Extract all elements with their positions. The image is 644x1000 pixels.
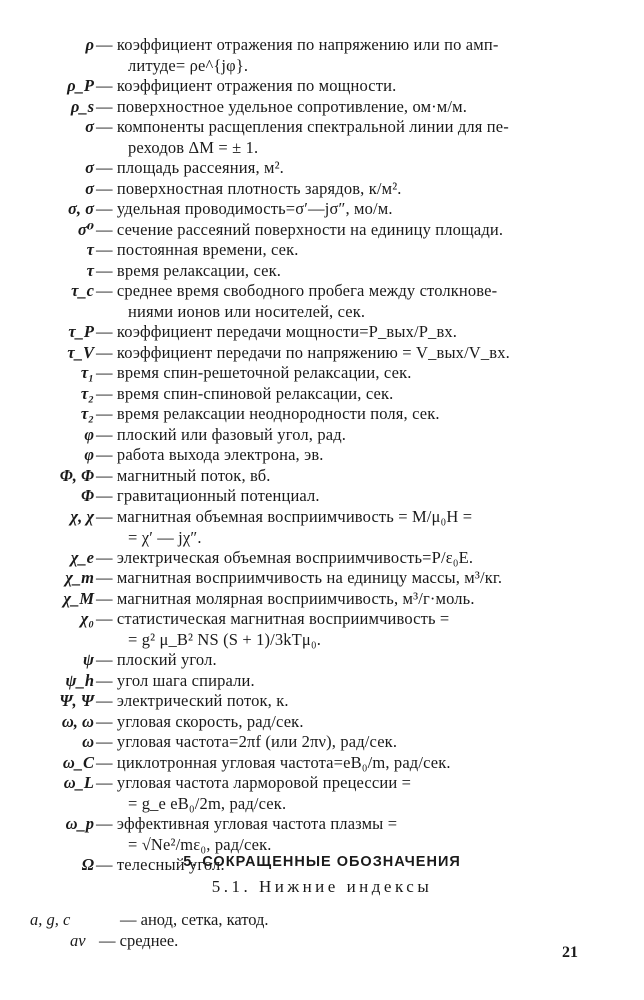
glossary-definition-continued: = √Ne²/mε₀, рад/сек. — [128, 835, 272, 854]
glossary-definition: — угловая скорость, рад/сек. — [96, 711, 304, 731]
glossary-entry — [0, 321, 644, 342]
glossary-entry — [0, 260, 644, 281]
glossary-definition: — телесный угол. — [96, 855, 225, 874]
glossary-symbol: ω_p — [65, 814, 94, 833]
glossary-definition: — коэффициент передачи по напряжению = V_вых/V_вх. — [96, 342, 510, 362]
glossary-symbol: σ — [85, 117, 94, 136]
glossary-definition: — гравитационный потенциал. — [96, 486, 320, 505]
glossary-symbol: τ_c — [71, 281, 94, 300]
glossary-symbol: ω_L — [63, 773, 94, 792]
glossary-definition: — коэффициент отражения по напряжению или по амп- — [96, 35, 499, 54]
glossary-entry — [0, 567, 644, 588]
glossary-definition: — плоский или фазовый угол, рад. — [96, 424, 347, 444]
glossary-symbol: χ_m — [65, 568, 94, 587]
glossary-definition: — коэффициент отражения по мощности. — [96, 76, 397, 95]
glossary-definition: — работа выхода электрона, эв. — [96, 445, 324, 464]
glossary-definition: — плоский угол. — [96, 650, 217, 669]
glossary-definition: — угловая частота ларморовой прецессии = — [96, 773, 412, 792]
glossary-definition: — коэффициент передачи мощности=P_вых/P_вх. — [96, 322, 458, 341]
glossary-entry — [0, 506, 644, 548]
glossary-symbol: Ω — [81, 855, 94, 874]
glossary-definition: — магнитный поток, вб. — [96, 465, 271, 485]
glossary-definition: — время релаксации, сек. — [96, 260, 282, 280]
glossary-entry — [0, 608, 644, 650]
glossary-symbol: χ_e — [70, 547, 94, 567]
glossary-definition-continued: реходов ΔM = ± 1. — [128, 138, 259, 157]
glossary-definition: — циклотронная угловая частота=eB₀/m, рад/сек. — [96, 752, 451, 772]
glossary-entry — [0, 547, 644, 568]
glossary-definition-continued: = g² μ_B² NS (S + 1)/3kTμ₀. — [128, 630, 322, 649]
glossary-entry — [0, 383, 644, 404]
glossary-definition: — статистическая магнитная восприимчивость = — [96, 609, 450, 628]
glossary-entry — [0, 731, 644, 752]
glossary-symbol: ω_C — [62, 752, 94, 772]
glossary-symbol: σ — [85, 158, 94, 177]
glossary-definition-continued: литуде= ρe^{jφ}. — [128, 56, 249, 75]
subsection-heading: 5.1. Нижние индексы — [211, 877, 433, 896]
glossary-definition: — угол шага спирали. — [96, 670, 255, 690]
glossary-symbol: τ — [86, 260, 94, 280]
glossary-entry — [0, 772, 644, 814]
glossary-symbol: φ — [84, 424, 94, 444]
glossary-entry — [0, 813, 644, 855]
index-text: — анод, сетка, катод. — [120, 910, 269, 929]
glossary-symbol: τ₂ — [80, 404, 94, 423]
glossary-symbol: ψ — [82, 650, 94, 669]
glossary-definition-continued: = χ′ — jχ″. — [128, 527, 202, 547]
index-symbol: a, g, c — [30, 910, 71, 929]
glossary-symbol: φ — [84, 445, 94, 464]
index-text: — среднее. — [99, 931, 179, 950]
glossary-definition: — площадь рассеяния, м². — [96, 158, 284, 177]
glossary-entry — [0, 342, 644, 363]
glossary-definition: — время релаксации неоднородности поля, сек. — [96, 404, 440, 423]
glossary-symbol: ρ — [85, 35, 94, 54]
glossary-symbol: τ_V — [67, 342, 94, 362]
glossary-symbol: ω — [82, 732, 94, 751]
glossary-definition: — время спин-спиновой релаксации, сек. — [96, 383, 394, 403]
glossary-entry — [0, 690, 644, 711]
glossary-entry — [0, 239, 644, 260]
index-symbol: av — [70, 931, 86, 950]
glossary-symbol: Φ, Φ — [59, 465, 94, 485]
glossary-entry — [0, 362, 644, 383]
glossary-entry — [0, 75, 644, 96]
glossary-entry — [0, 424, 644, 445]
glossary-symbol: τ₁ — [80, 363, 94, 382]
glossary-entry — [0, 198, 644, 219]
glossary-definition: — постоянная времени, сек. — [96, 240, 299, 259]
glossary-definition: — магнитная объемная восприимчивость = M/μ₀H = — [96, 506, 473, 526]
glossary-entry — [0, 588, 644, 609]
glossary-definition: — среднее время свободного пробега между столкнове- — [96, 281, 498, 300]
glossary-symbol: ω, ω — [61, 711, 94, 731]
glossary-entry — [0, 403, 644, 424]
glossary-entry — [0, 444, 644, 465]
glossary-definition-continued: = g_e eB₀/2m, рад/сек. — [128, 794, 287, 813]
glossary-symbol: χ, χ — [70, 506, 94, 526]
glossary-definition-continued: ниями ионов или носителей, сек. — [128, 302, 366, 321]
glossary-symbol: ρ_P — [67, 76, 94, 95]
glossary-definition: — магнитная восприимчивость на единицу массы, м³/кг. — [96, 568, 503, 587]
glossary-symbol: τ_P — [68, 322, 94, 341]
glossary-definition: — сечение рассеяний поверхности на единицу площади. — [96, 219, 504, 239]
glossary-definition: — эффективная угловая частота плазмы = — [96, 814, 398, 833]
glossary-definition: — время спин-решеточной релаксации, сек. — [96, 363, 412, 382]
glossary-entry — [0, 465, 644, 486]
glossary-entry — [0, 711, 644, 732]
glossary-symbol: τ₂ — [80, 383, 94, 403]
glossary-entry — [0, 752, 644, 773]
glossary-symbol: σ, σ — [67, 199, 94, 218]
glossary-symbol: ρ_s — [70, 96, 94, 116]
glossary-symbol: Φ — [80, 486, 94, 505]
glossary-symbol: σ⁰ — [77, 219, 94, 239]
glossary-definition: — электрический поток, к. — [96, 691, 289, 710]
glossary-symbol: Ψ, Ψ — [59, 691, 94, 710]
glossary-symbol: σ — [85, 178, 94, 198]
glossary-entry — [0, 116, 644, 158]
glossary-definition: — удельная проводимость=σ′—jσ″, мо/м. — [96, 199, 393, 218]
glossary-definition: — компоненты расщепления спектральной линии для пе- — [96, 117, 509, 136]
glossary-symbol: χ_M — [63, 588, 94, 608]
glossary-definition: — угловая частота=2πf (или 2πν), рад/сек. — [96, 732, 398, 751]
glossary-symbol: χ₀ — [80, 609, 94, 628]
glossary-entry — [0, 280, 644, 322]
glossary-entry — [0, 219, 644, 240]
glossary-definition: — поверхностная плотность зарядов, к/м². — [96, 178, 402, 198]
glossary-symbol: τ — [86, 240, 94, 259]
glossary-definition: — поверхностное удельное сопротивление, ом·м/м. — [96, 96, 468, 116]
glossary-entry — [0, 34, 644, 76]
glossary-entry — [0, 96, 644, 117]
section-heading: 5. СОКРАЩЕННЫЕ ОБОЗНАЧЕНИЯ — [183, 854, 461, 870]
glossary-definition: — магнитная молярная восприимчивость, м³/г·моль. — [96, 588, 475, 608]
glossary-entry — [0, 485, 644, 506]
glossary-entry — [0, 157, 644, 178]
glossary-symbol: ψ_h — [65, 670, 94, 690]
page-number: 21 — [562, 944, 578, 961]
glossary-entry — [0, 670, 644, 691]
glossary-entry — [0, 178, 644, 199]
glossary-entry — [0, 649, 644, 670]
glossary-definition: — электрическая объемная восприимчивость=P/ε₀E. — [96, 547, 474, 567]
